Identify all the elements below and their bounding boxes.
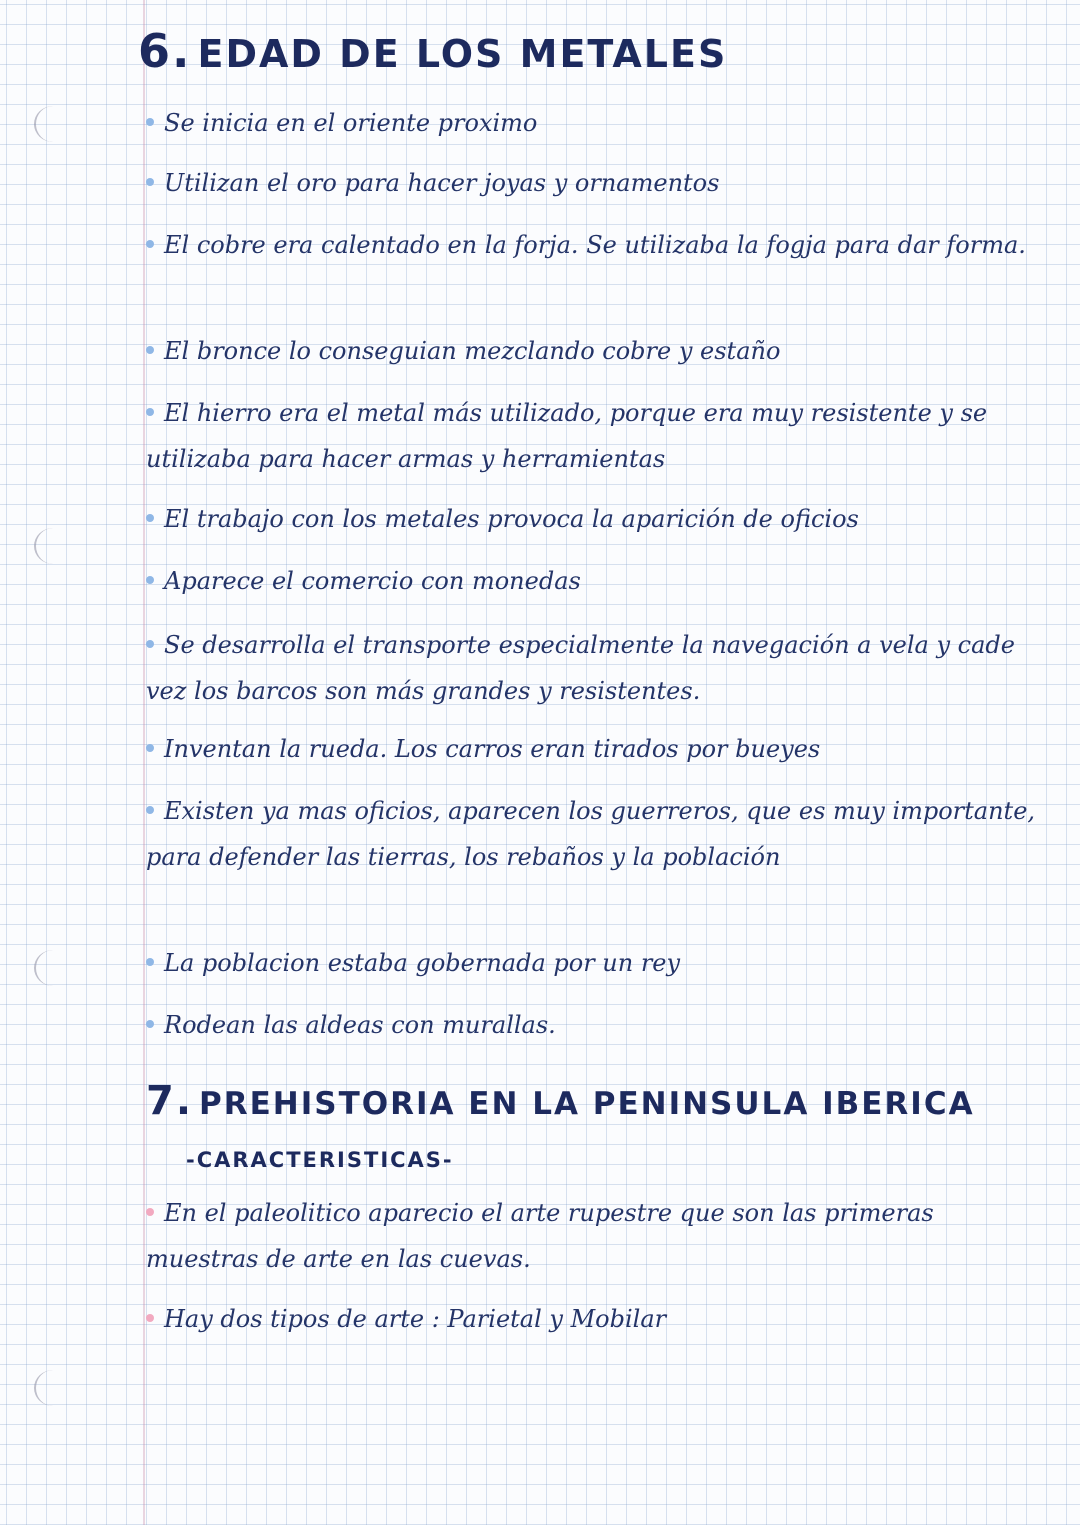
bullet-dot — [146, 576, 154, 584]
section-6-item — [146, 558, 1036, 604]
bullet-dot — [146, 1020, 154, 1028]
item-text: Se inicia en el oriente proximo — [164, 109, 538, 137]
item-text: La poblacion estaba gobernada por un rey — [164, 949, 681, 977]
section-6-title — [138, 24, 727, 78]
item-text: Rodean las aldeas con murallas. — [164, 1011, 556, 1039]
bullet-dot — [146, 118, 154, 126]
punch-hole — [34, 950, 72, 986]
item-text: Hay dos tipos de arte : Parietal y Mobilar — [164, 1305, 667, 1333]
punch-hole — [34, 1370, 72, 1406]
bullet-dot — [146, 1314, 154, 1322]
page-margin-line — [143, 0, 145, 1525]
section-6-item — [146, 726, 1036, 772]
item-text: Inventan la rueda. Los carros eran tirados por bueyes — [164, 735, 821, 763]
bullet-dot — [146, 1208, 154, 1216]
section-6-item — [146, 622, 1036, 714]
section-6-item — [146, 940, 1036, 986]
item-text: El trabajo con los metales provoca la aparición de oficios — [164, 505, 859, 533]
item-text: El cobre era calentado en la forja. Se utilizaba la fogja para dar forma. — [164, 231, 1026, 259]
section-6-item — [146, 496, 1036, 542]
section-7-subheading: -CARACTERISTICAS- — [186, 1148, 454, 1172]
bullet-dot — [146, 240, 154, 248]
section-6-item — [146, 1002, 1036, 1048]
item-text: El bronce lo conseguian mezclando cobre y estaño — [164, 337, 781, 365]
section-7-item — [146, 1190, 1036, 1282]
section-7-title-text: PREHISTORIA EN LA PENINSULA IBERICA — [199, 1086, 975, 1122]
punch-hole — [34, 106, 72, 142]
item-text: En el paleolitico aparecio el arte rupestre que son las primeras muestras de arte en las cuevas. — [146, 1199, 934, 1273]
item-text: Aparece el comercio con monedas — [164, 567, 581, 595]
bullet-dot — [146, 744, 154, 752]
bullet-dot — [146, 514, 154, 522]
bullet-dot — [146, 346, 154, 354]
bullet-dot — [146, 958, 154, 966]
bullet-dot — [146, 408, 154, 416]
item-text: Existen ya mas oficios, aparecen los guerreros, que es muy importante, para defender las tierras, los rebaños y la población — [146, 797, 1036, 871]
section-6-item — [146, 328, 1036, 374]
section-7-number: 7. — [146, 1078, 194, 1124]
punch-hole — [34, 528, 72, 564]
section-7-item — [146, 1296, 1036, 1342]
item-text: El hierro era el metal más utilizado, porque era muy resistente y se utilizaba para hacer armas y herramientas — [146, 399, 988, 473]
section-6-number: 6. — [138, 24, 192, 78]
bullet-dot — [146, 806, 154, 814]
section-6-item — [146, 160, 1036, 206]
item-text: Se desarrolla el transporte especialmente la navegación a vela y cade vez los barcos son más grandes y resistentes. — [146, 631, 1015, 705]
bullet-dot — [146, 640, 154, 648]
section-6-title-text: EDAD DE LOS METALES — [197, 32, 728, 76]
section-6-item — [146, 100, 1036, 146]
section-6-item — [146, 222, 1036, 268]
section-7-title — [146, 1078, 975, 1124]
section-6-item — [146, 390, 1036, 482]
section-6-item — [146, 788, 1036, 880]
item-text: Utilizan el oro para hacer joyas y ornamentos — [164, 169, 720, 197]
bullet-dot — [146, 178, 154, 186]
